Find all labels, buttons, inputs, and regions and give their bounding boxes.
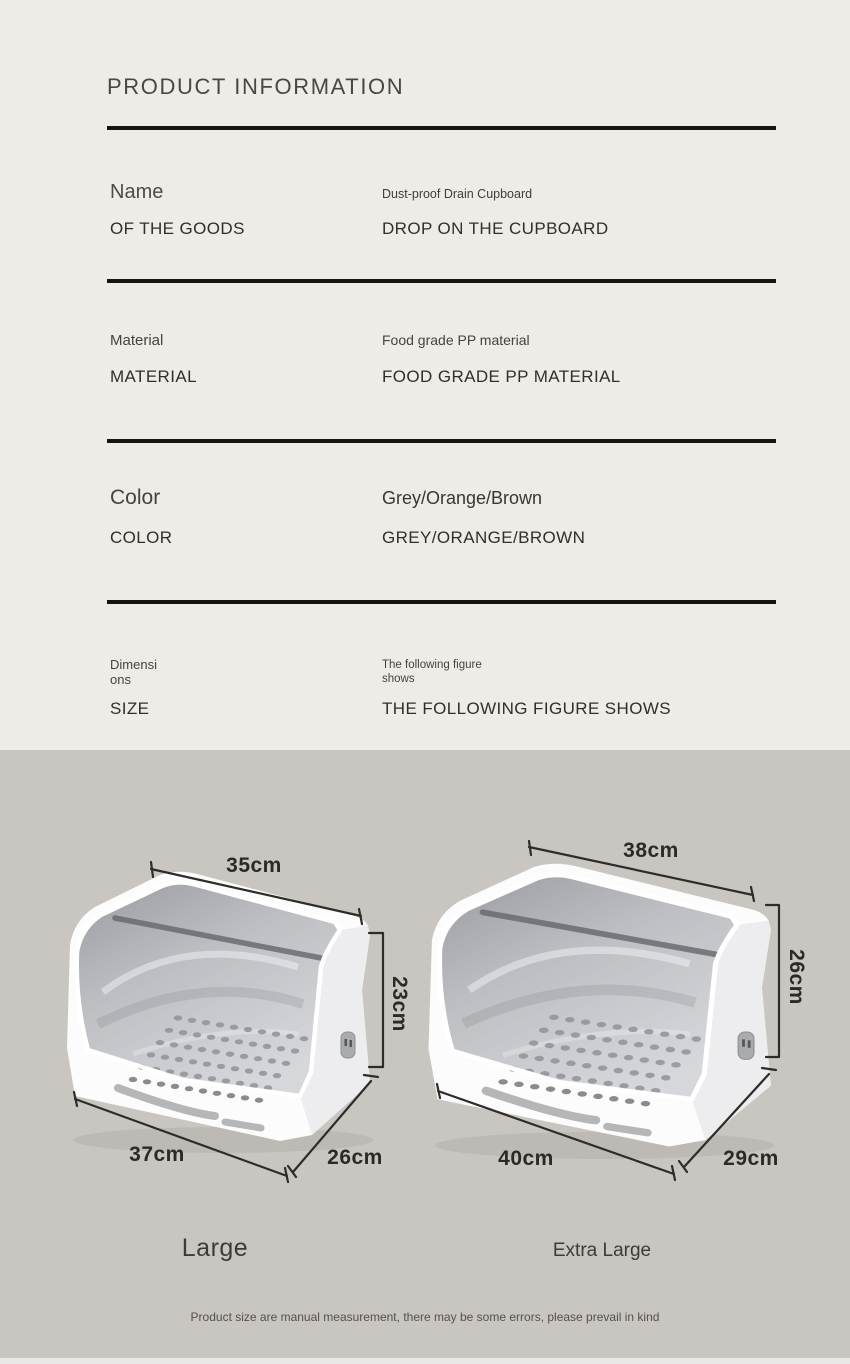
row-label-small: Dimensi ons	[110, 657, 157, 687]
row-label-big: COLOR	[110, 528, 173, 547]
row-value-small: The following figure shows	[382, 659, 482, 685]
product-image-extra-large	[429, 864, 775, 1159]
row-label-small: Color	[110, 486, 161, 509]
product-image-large	[67, 872, 373, 1153]
bottom-strip	[0, 1358, 850, 1364]
row-value-small: Food grade PP material	[382, 332, 530, 348]
row-label-small: Material	[110, 332, 164, 349]
divider-line	[107, 126, 776, 130]
row-label-big: OF THE GOODS	[110, 219, 245, 238]
row-value-big: THE FOLLOWING FIGURE SHOWS	[382, 699, 672, 718]
row-label-big: SIZE	[110, 699, 150, 718]
product-size-name-extra-large: Extra Large	[552, 1240, 652, 1261]
divider-line	[107, 439, 776, 443]
row-label-small: Name	[110, 181, 164, 203]
dim-label-xl-top-width: 38cm	[623, 839, 679, 862]
dim-label-xl-bottom-width: 40cm	[498, 1147, 554, 1170]
page-title: PRODUCT INFORMATION	[107, 74, 405, 99]
dim-label-large-height: 23cm	[388, 976, 411, 1032]
size-figure-section	[0, 750, 850, 1358]
divider-line	[107, 600, 776, 604]
dim-label-large-top-width: 35cm	[226, 854, 282, 877]
row-label-big: MATERIAL	[110, 367, 197, 386]
dim-label-large-bottom-width: 37cm	[129, 1143, 185, 1166]
product-figure	[0, 750, 850, 1358]
row-value-small: Dust-proof Drain Cupboard	[382, 187, 533, 201]
measurement-disclaimer: Product size are manual measurement, there may be some errors, please prevail in kind	[190, 1310, 660, 1324]
dim-label-large-depth: 26cm	[327, 1146, 383, 1169]
row-value-small: Grey/Orange/Brown	[382, 488, 543, 508]
row-value-big: DROP ON THE CUPBOARD	[382, 219, 609, 238]
row-value-big: FOOD GRADE PP MATERIAL	[382, 367, 621, 386]
divider-line	[107, 279, 776, 283]
product-size-name-large: Large	[181, 1234, 249, 1262]
dim-label-xl-height: 26cm	[785, 949, 808, 1005]
dim-line-large-height	[369, 933, 383, 1067]
row-value-big: GREY/ORANGE/BROWN	[382, 528, 586, 547]
dim-label-xl-depth: 29cm	[723, 1147, 779, 1170]
